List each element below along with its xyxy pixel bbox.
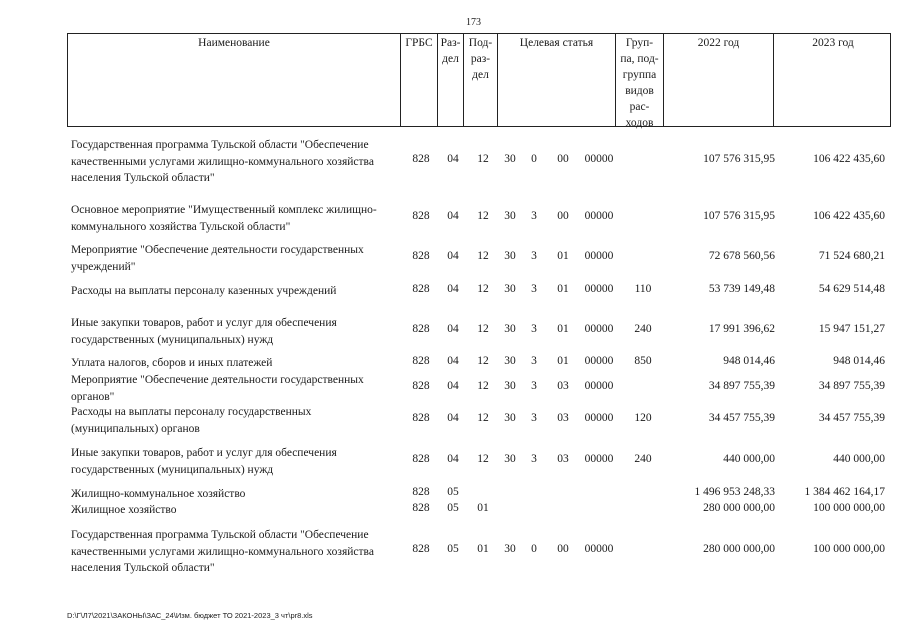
cell-target-direction: 00000 — [584, 355, 614, 367]
cell-podrazdel: 12 — [477, 250, 489, 262]
cell-amount-2022: 280 000 000,00 — [703, 543, 775, 555]
cell-name: Государственная программа Тульской области "Обеспечение качественными услугами жилищно-коммунального хозяйства населения Тульской области" — [71, 529, 374, 574]
cell-podrazdel: 12 — [477, 355, 489, 367]
cell-razdel: 04 — [447, 412, 459, 424]
cell-amount-2022: 53 739 149,48 — [708, 283, 775, 295]
cell-target-program: 30 — [504, 453, 516, 465]
cell-podrazdel: 12 — [477, 153, 489, 165]
cell-amount-2023: 100 000 000,00 — [813, 543, 885, 555]
cell-target-event: 00 — [557, 153, 569, 165]
cell-target-event: 01 — [557, 250, 569, 262]
cell-name: Расходы на выплаты персоналу казенных учреждений — [71, 285, 337, 297]
cell-grbs: 828 — [412, 250, 430, 262]
cell-name: Расходы на выплаты персоналу государственных (муниципальных) органов — [71, 406, 312, 435]
cell-expense-group: 240 — [634, 323, 652, 335]
cell-podrazdel: 12 — [477, 323, 489, 335]
cell-target-direction: 00000 — [584, 153, 614, 165]
header-target-article: Целевая статья — [498, 34, 616, 126]
cell-target-event: 03 — [557, 380, 569, 392]
cell-razdel: 04 — [447, 323, 459, 335]
cell-amount-2023: 106 422 435,60 — [813, 153, 885, 165]
cell-target-direction: 00000 — [584, 453, 614, 465]
cell-amount-2022: 34 457 755,39 — [708, 412, 775, 424]
cell-podrazdel: 12 — [477, 453, 489, 465]
cell-amount-2023: 34 897 755,39 — [818, 380, 885, 392]
cell-target-direction: 00000 — [584, 283, 614, 295]
cell-grbs: 828 — [412, 210, 430, 222]
cell-amount-2022: 440 000,00 — [723, 453, 775, 465]
cell-grbs: 828 — [412, 502, 430, 514]
cell-grbs: 828 — [412, 453, 430, 465]
cell-razdel: 05 — [447, 486, 459, 498]
cell-target-program: 30 — [504, 412, 516, 424]
cell-target-direction: 00000 — [584, 210, 614, 222]
cell-name: Основное мероприятие "Имущественный комплекс жилищно-коммунального хозяйства Тульской области" — [71, 204, 377, 233]
cell-amount-2023: 34 457 755,39 — [818, 412, 885, 424]
cell-razdel: 04 — [447, 283, 459, 295]
cell-target-program: 30 — [504, 250, 516, 262]
header-grbs: ГРБС — [401, 34, 438, 126]
header-razdel: Раз- дел — [438, 34, 464, 126]
header-name: Наименование — [68, 34, 401, 126]
cell-amount-2022: 280 000 000,00 — [703, 502, 775, 514]
cell-razdel: 05 — [447, 502, 459, 514]
cell-target-subprogram: 3 — [531, 250, 537, 262]
table-header — [67, 33, 891, 127]
cell-target-program: 30 — [504, 323, 516, 335]
cell-name: Государственная программа Тульской области "Обеспечение качественными услугами жилищно-коммунального хозяйства населения Тульской области" — [71, 139, 374, 184]
cell-grbs: 828 — [412, 355, 430, 367]
cell-expense-group: 110 — [634, 283, 652, 295]
cell-target-event: 03 — [557, 412, 569, 424]
cell-target-direction: 00000 — [584, 543, 614, 555]
cell-target-event: 01 — [557, 283, 569, 295]
cell-target-program: 30 — [504, 355, 516, 367]
cell-grbs: 828 — [412, 323, 430, 335]
cell-razdel: 04 — [447, 250, 459, 262]
cell-name: Иные закупки товаров, работ и услуг для обеспечения государственных (муниципальных) нужд — [71, 447, 337, 476]
cell-grbs: 828 — [412, 412, 430, 424]
cell-target-subprogram: 3 — [531, 355, 537, 367]
cell-podrazdel: 12 — [477, 380, 489, 392]
cell-target-event: 01 — [557, 323, 569, 335]
cell-target-subprogram: 3 — [531, 412, 537, 424]
cell-name: Иные закупки товаров, работ и услуг для обеспечения государственных (муниципальных) нужд — [71, 317, 337, 346]
cell-podrazdel: 12 — [477, 412, 489, 424]
cell-expense-group: 850 — [634, 355, 652, 367]
cell-target-subprogram: 0 — [531, 543, 537, 555]
cell-razdel: 05 — [447, 543, 459, 555]
cell-amount-2023: 71 524 680,21 — [818, 250, 885, 262]
page-number: 173 — [466, 17, 481, 28]
cell-amount-2023: 1 384 462 164,17 — [804, 486, 885, 498]
cell-razdel: 04 — [447, 380, 459, 392]
cell-podrazdel: 01 — [477, 543, 489, 555]
cell-target-direction: 00000 — [584, 250, 614, 262]
cell-razdel: 04 — [447, 153, 459, 165]
cell-grbs: 828 — [412, 486, 430, 498]
cell-target-subprogram: 3 — [531, 323, 537, 335]
cell-name: Жилищное хозяйство — [71, 504, 177, 516]
cell-grbs: 828 — [412, 153, 430, 165]
cell-amount-2022: 72 678 560,56 — [708, 250, 775, 262]
cell-name: Уплата налогов, сборов и иных платежей — [71, 357, 273, 369]
cell-target-subprogram: 3 — [531, 283, 537, 295]
cell-target-event: 00 — [557, 210, 569, 222]
cell-target-subprogram: 3 — [531, 380, 537, 392]
cell-target-subprogram: 3 — [531, 453, 537, 465]
cell-name: Мероприятие "Обеспечение деятельности государственных органов" — [71, 374, 364, 403]
cell-target-event: 03 — [557, 453, 569, 465]
cell-amount-2023: 54 629 514,48 — [818, 283, 885, 295]
cell-razdel: 04 — [447, 355, 459, 367]
cell-amount-2022: 948 014,46 — [723, 355, 775, 367]
cell-target-subprogram: 0 — [531, 153, 537, 165]
header-2023: 2023 год — [812, 37, 854, 49]
cell-target-direction: 00000 — [584, 323, 614, 335]
cell-amount-2023: 15 947 151,27 — [818, 323, 885, 335]
cell-amount-2023: 100 000 000,00 — [813, 502, 885, 514]
cell-expense-group: 120 — [634, 412, 652, 424]
cell-razdel: 04 — [447, 210, 459, 222]
cell-amount-2022: 17 991 396,62 — [708, 323, 775, 335]
cell-target-direction: 00000 — [584, 380, 614, 392]
cell-amount-2022: 34 897 755,39 — [708, 380, 775, 392]
cell-podrazdel: 12 — [477, 210, 489, 222]
header-2022: 2022 год — [664, 34, 774, 126]
cell-podrazdel: 12 — [477, 283, 489, 295]
file-path-footer: D:\Г\Л7\2021\ЗАКОНЫ\ЗАС_24\Изм. бюджет ТО 2021-2023_3 чт\pr8.xls — [67, 611, 313, 620]
cell-target-program: 30 — [504, 283, 516, 295]
cell-target-program: 30 — [504, 380, 516, 392]
header-podrazdel: Под- раз- дел — [464, 34, 498, 126]
cell-target-program: 30 — [504, 153, 516, 165]
cell-target-program: 30 — [504, 543, 516, 555]
cell-target-event: 01 — [557, 355, 569, 367]
cell-razdel: 04 — [447, 453, 459, 465]
cell-grbs: 828 — [412, 543, 430, 555]
header-expense-group: Груп- па, под- группа видов рас- ходов — [616, 34, 664, 126]
cell-amount-2023: 948 014,46 — [833, 355, 885, 367]
cell-target-event: 00 — [557, 543, 569, 555]
cell-expense-group: 240 — [634, 453, 652, 465]
cell-podrazdel: 01 — [477, 502, 489, 514]
cell-target-program: 30 — [504, 210, 516, 222]
cell-amount-2022: 107 576 315,95 — [703, 153, 775, 165]
cell-amount-2023: 440 000,00 — [833, 453, 885, 465]
cell-amount-2022: 1 496 953 248,33 — [694, 486, 775, 498]
cell-amount-2022: 107 576 315,95 — [703, 210, 775, 222]
cell-grbs: 828 — [412, 380, 430, 392]
cell-name: Жилищно-коммунальное хозяйство — [71, 488, 246, 500]
cell-target-subprogram: 3 — [531, 210, 537, 222]
cell-grbs: 828 — [412, 283, 430, 295]
cell-amount-2023: 106 422 435,60 — [813, 210, 885, 222]
cell-name: Мероприятие "Обеспечение деятельности государственных учреждений" — [71, 244, 364, 273]
cell-target-direction: 00000 — [584, 412, 614, 424]
